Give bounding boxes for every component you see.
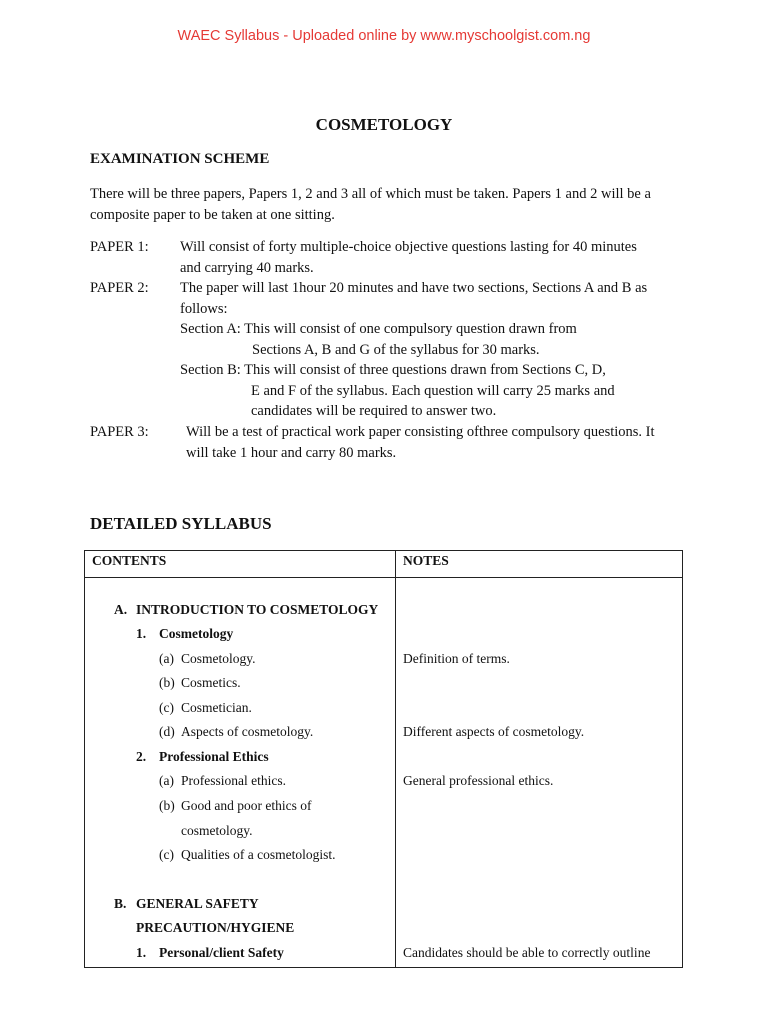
intro-paragraph [90, 184, 651, 225]
topic-1-item-b-text: Cosmetics. [181, 675, 241, 690]
topic-2-item-c-label: (c) [159, 847, 174, 862]
section-b-letter: B. [114, 896, 127, 911]
notes-column-header: NOTES [403, 553, 449, 568]
topic-b1-title: Personal/client Safety [159, 945, 284, 960]
topic-2-item-a-text: Professional ethics. [181, 773, 286, 788]
section-a-title: INTRODUCTION TO COSMETOLOGY [136, 602, 379, 617]
paper-1-description [180, 237, 637, 278]
topic-2-title: Professional Ethics [159, 749, 269, 764]
paper-3-label: PAPER 3: [90, 424, 149, 440]
topic-1-number: 1. [136, 626, 147, 641]
note-definition: Definition of terms. [403, 651, 510, 666]
topic-1-item-a-label: (a) [159, 651, 174, 666]
topic-2-item-a-label: (a) [159, 773, 174, 788]
header-divider [85, 577, 682, 578]
topic-2-item-b-label: (b) [159, 798, 175, 813]
paper-2-description [180, 278, 647, 422]
topic-2-item-b-continuation: cosmetology. [181, 823, 253, 838]
topic-1-item-c-text: Cosmetician. [181, 700, 252, 715]
syllabus-table [84, 550, 683, 968]
note-aspects: Different aspects of cosmetology. [403, 724, 585, 739]
topic-1-item-d-text: Aspects of cosmetology. [181, 724, 314, 739]
paper-2-section-b-line-1: Section B: This will consist of three questions drawn from Sections C, D, [180, 362, 606, 378]
paper-2-section-a-line-1: Section A: This will consist of one compulsory question drawn from [180, 321, 577, 337]
paper-3-description [186, 422, 655, 463]
paper-1-label: PAPER 1: [90, 239, 149, 255]
topic-2-number: 2. [136, 749, 147, 764]
column-divider [395, 551, 396, 967]
section-b-title-line-1: GENERAL SAFETY [136, 896, 259, 911]
topic-1-title: Cosmetology [159, 626, 234, 641]
intro-line-1: There will be three papers, Papers 1, 2 and 3 all of which must be taken. Papers 1 and 2 will be a [90, 186, 651, 202]
section-a-letter: A. [114, 602, 128, 617]
topic-1-item-b-label: (b) [159, 675, 175, 690]
paper-2-label: PAPER 2: [90, 280, 149, 296]
paper-2-line-1: The paper will last 1hour 20 minutes and have two sections, Sections A and B as [180, 280, 648, 296]
topic-1-item-c-label: (c) [159, 700, 174, 715]
paper-2-section-b-line-3: candidates will be required to answer two. [251, 403, 497, 419]
detailed-syllabus-heading: DETAILED SYLLABUS [90, 514, 272, 533]
paper-2-line-2: follows: [180, 300, 228, 317]
document-title: COSMETOLOGY [315, 115, 453, 134]
paper-1-line-1: Will consist of forty multiple-choice objective questions lasting for 40 minutes [180, 239, 637, 255]
note-ethics: General professional ethics. [403, 773, 554, 788]
topic-2-item-b-text: Good and poor ethics of [181, 798, 312, 813]
paper-2-section-b-line-2: E and F of the syllabus. Each question will carry 25 marks and [251, 382, 615, 399]
paper-3-line-1: Will be a test of practical work paper consisting ofthree compulsory questions. It [186, 424, 655, 440]
topic-1-item-a-text: Cosmetology. [181, 651, 256, 666]
note-safety: Candidates should be able to correctly outline [403, 945, 651, 960]
paper-2-section-a-line-2: Sections A, B and G of the syllabus for 30 marks. [252, 341, 540, 358]
examination-scheme-heading: EXAMINATION SCHEME [90, 151, 270, 167]
topic-1-item-d-label: (d) [159, 724, 175, 739]
contents-column-header: CONTENTS [92, 553, 167, 568]
topic-b1-number: 1. [136, 945, 147, 960]
intro-line-2: composite paper to be taken at one sitting. [90, 206, 335, 223]
section-b-title-line-2: PRECAUTION/HYGIENE [136, 920, 295, 935]
paper-1-line-2: and carrying 40 marks. [180, 259, 314, 276]
topic-2-item-c-text: Qualities of a cosmetologist. [181, 847, 336, 862]
source-watermark: WAEC Syllabus - Uploaded online by www.myschoolgist.com.ng [177, 28, 591, 44]
paper-3-line-2: will take 1 hour and carry 80 marks. [186, 444, 397, 461]
